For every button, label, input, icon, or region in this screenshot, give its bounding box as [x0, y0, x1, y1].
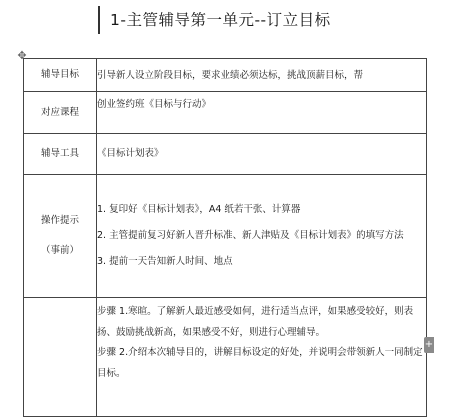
- plus-tab-icon[interactable]: +: [424, 337, 434, 353]
- row-content-goal: [97, 59, 427, 92]
- move-cross-icon[interactable]: ✥: [17, 49, 27, 62]
- table-row: [24, 59, 427, 92]
- tutoring-table: [23, 58, 427, 417]
- operation-item-2: 2. 主管提前复习好新人晋升标准、新人津贴及《目标计划表》的填写方法: [97, 230, 404, 241]
- row-label-tool: 辅导工具: [24, 134, 97, 175]
- row-content-operation: [97, 175, 427, 298]
- table-row: [24, 134, 427, 175]
- row-label-course: 对应课程: [24, 92, 97, 134]
- row-label-goal: 辅导目标: [24, 59, 97, 92]
- row-content-steps: [97, 298, 427, 417]
- row-content-tool: 《目标计划表》: [97, 134, 427, 175]
- document-title: 1-主管辅导第一单元--订立目标: [110, 11, 331, 29]
- clipped-text-container: [97, 59, 426, 91]
- table-row: [24, 92, 427, 134]
- row-content-course: 创业签约班《目标与行动》: [97, 92, 427, 134]
- goal-text: 引导新人设立阶段目标，要求业绩必须达标，挑战顶薪目标，帮: [97, 70, 364, 81]
- row-label-operation: [24, 175, 97, 298]
- row-label-steps: [24, 298, 97, 417]
- operation-label-line2: （事前）: [40, 245, 79, 256]
- table-row: [24, 175, 427, 298]
- table-row: [24, 298, 427, 417]
- operation-label-line1: 操作提示: [40, 215, 79, 226]
- step-1-text: 步骤 1.寒暄。了解新人最近感受如何，进行适当点评，如果感受较好，则表扬、鼓励挑战新高，如果感受不好，则进行心理辅导。: [97, 306, 414, 338]
- step-2-text: 步骤 2.介绍本次辅导目的，讲解目标设定的好处，并说明会带领新人一同制定目标。: [97, 347, 423, 379]
- title-bar: [98, 6, 331, 34]
- operation-item-1: 1. 复印好《目标计划表》，A4 纸若干张、计算器: [97, 204, 301, 215]
- operation-item-3: 3. 提前一天告知新人时间、地点: [97, 256, 233, 267]
